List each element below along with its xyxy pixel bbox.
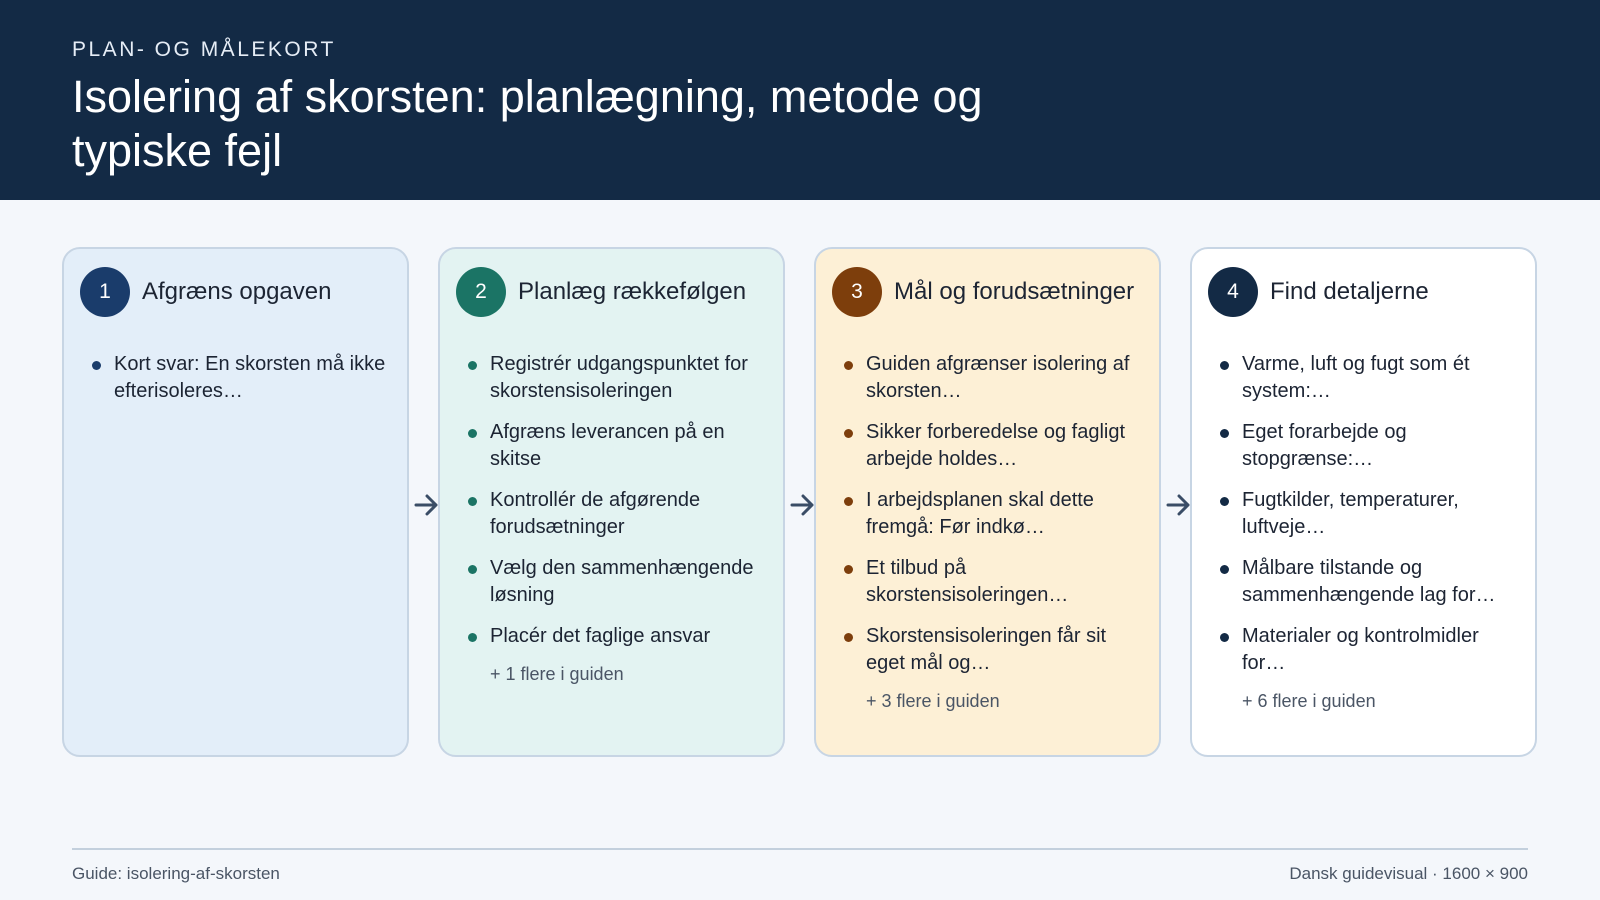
list-item — [1220, 351, 1520, 405]
bullet-icon — [468, 565, 477, 574]
footer-meta: Dansk guidevisual · 1600 × 900 — [1289, 864, 1528, 883]
step-2-list — [468, 351, 768, 685]
list-item-text: Placér det faglige ansvar — [490, 625, 711, 647]
bullet-icon — [844, 565, 853, 574]
list-item-text: Fugtkilder, temperaturer, luftveje… — [1242, 489, 1459, 538]
arrow-right-icon — [413, 490, 441, 520]
step-1-header — [80, 267, 331, 317]
list-item-text: Et tilbud på skorstensisoleringen… — [866, 557, 1069, 606]
list-item-text: Skorstensisoleringen får sit eget mål og… — [866, 625, 1107, 674]
list-item — [468, 419, 768, 473]
bullet-icon — [1220, 361, 1229, 370]
list-item — [468, 623, 768, 650]
step-3-list — [844, 351, 1144, 712]
list-item-text: Registrér udgangspunktet for skorstensisoleringen — [490, 353, 748, 402]
bullet-icon — [468, 497, 477, 506]
bullet-icon — [468, 633, 477, 642]
list-item — [1220, 487, 1520, 541]
more-in-guide-note: + 3 flere i guiden — [866, 691, 1000, 711]
step-2-number-badge: 2 — [456, 267, 506, 317]
bullet-icon — [1220, 497, 1229, 506]
list-item-text: Målbare tilstande og sammenhængende lag for… — [1242, 557, 1496, 606]
list-item-text: Sikker forberedelse og fagligt arbejde holdes… — [866, 421, 1126, 470]
arrow-right-icon — [1165, 490, 1193, 520]
step-4-header — [1208, 267, 1429, 317]
step-card-4 — [1190, 247, 1537, 757]
page-title: Isolering af skorsten: planlægning, metode og typiske fejl — [72, 71, 983, 176]
step-2-header — [456, 267, 746, 317]
list-item-text: Varme, luft og fugt som ét system:… — [1242, 353, 1470, 402]
step-3-header — [832, 267, 1134, 317]
bullet-icon — [844, 361, 853, 370]
bullet-icon — [844, 429, 853, 438]
list-item — [92, 351, 392, 405]
list-item — [844, 419, 1144, 473]
header-banner — [0, 0, 1600, 200]
bullet-icon — [1220, 565, 1229, 574]
bullet-icon — [844, 633, 853, 642]
list-item-text: Kort svar: En skorsten må ikke efterisoleres… — [114, 353, 386, 402]
bullet-icon — [92, 361, 101, 370]
list-item — [844, 487, 1144, 541]
step-1-title: Afgræns opgaven — [142, 278, 332, 305]
list-item-text: I arbejdsplanen skal dette fremgå: Før indkø… — [866, 489, 1094, 538]
more-in-guide-note: + 6 flere i guiden — [1242, 691, 1376, 711]
step-3-number-badge: 3 — [832, 267, 882, 317]
list-item-text: Kontrollér de afgørende forudsætninger — [490, 489, 701, 538]
list-item — [1220, 419, 1520, 473]
list-item-text: Eget forarbejde og stopgrænse:… — [1242, 421, 1407, 470]
bullet-icon — [468, 361, 477, 370]
bullet-icon — [1220, 429, 1229, 438]
step-card-3 — [814, 247, 1161, 757]
list-item-text: Materialer og kontrolmidler for… — [1242, 625, 1479, 674]
footer-divider — [72, 848, 1528, 850]
arrow-right-icon — [789, 490, 817, 520]
list-item — [1220, 623, 1520, 677]
step-4-title: Find detaljerne — [1270, 278, 1429, 305]
eyebrow-label: PLAN- OG MÅLEKORT — [72, 38, 336, 61]
list-item — [468, 487, 768, 541]
step-4-number-badge: 4 — [1208, 267, 1258, 317]
step-4-list — [1220, 351, 1520, 712]
list-item — [844, 623, 1144, 677]
list-item-text: Vælg den sammenhængende løsning — [490, 557, 754, 606]
step-1-list — [92, 351, 392, 419]
step-3-title: Mål og forudsætninger — [894, 278, 1135, 305]
list-item — [1220, 555, 1520, 609]
step-card-2 — [438, 247, 785, 757]
step-1-number-badge: 1 — [80, 267, 130, 317]
more-in-guide-note: + 1 flere i guiden — [490, 664, 624, 684]
list-item — [844, 351, 1144, 405]
footer-guide-name: Guide: isolering-af-skorsten — [72, 864, 280, 883]
list-item-text: Guiden afgrænser isolering af skorsten… — [866, 353, 1130, 402]
step-2-title: Planlæg rækkefølgen — [518, 278, 747, 305]
bullet-icon — [468, 429, 477, 438]
list-item — [468, 555, 768, 609]
bullet-icon — [844, 497, 853, 506]
bullet-icon — [1220, 633, 1229, 642]
list-item-text: Afgræns leverancen på en skitse — [490, 421, 725, 470]
step-card-1 — [62, 247, 409, 757]
list-item — [844, 555, 1144, 609]
list-item — [468, 351, 768, 405]
